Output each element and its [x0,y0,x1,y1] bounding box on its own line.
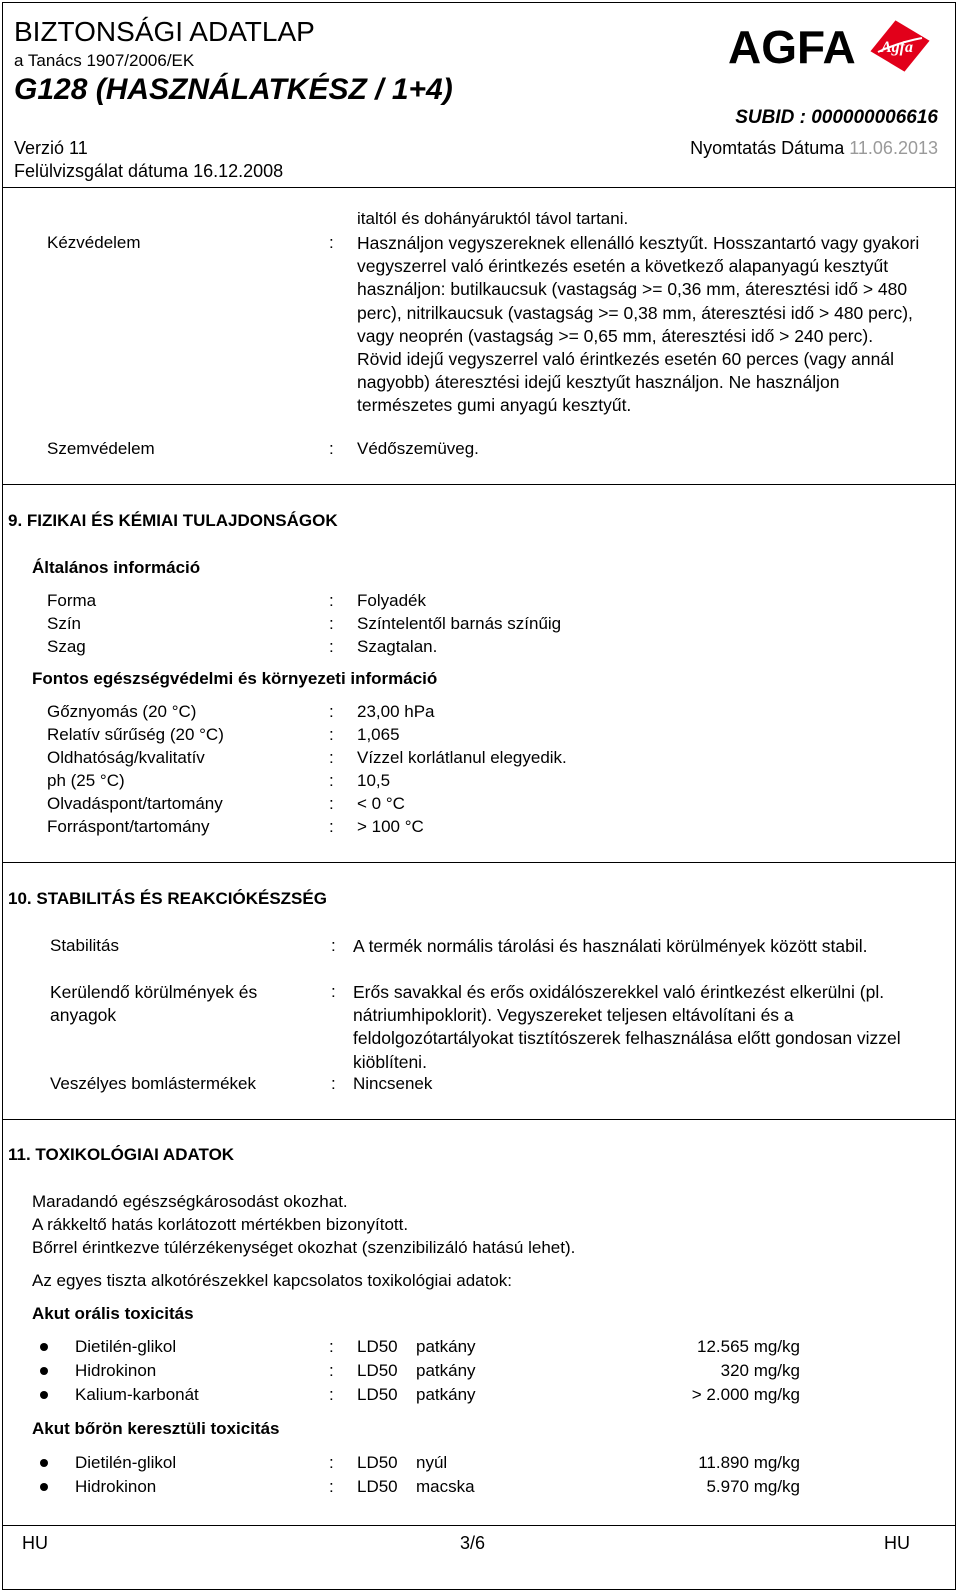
agfa-wordmark: AGFA [728,21,856,73]
dermal-name: Dietilén-glikol [75,1453,177,1472]
section10-title: 10. STABILITÁS ÉS REAKCIÓKÉSZSÉG [8,889,327,908]
melting-point-value: < 0 °C [357,794,405,813]
eye-protection-label: Szemvédelem [47,439,155,458]
solubility-colon: : [329,748,334,767]
color-value: Színtelentől barnás színűig [357,614,562,633]
conditions-to-avoid-label: Kerülendő körülmények és anyagok [50,982,258,1026]
oral-name: Kalium-karbonát [75,1385,199,1404]
review-date: Felülvizsgálat dátuma 16.12.2008 [14,161,284,181]
decomposition-value: Nincsenek [353,1074,433,1093]
document-title: BIZTONSÁGI ADATLAP [14,16,315,47]
solubility-value: Vízzel korlátlanul elegyedik. [357,748,567,767]
components-intro: Az egyes tiszta alkotórészekkel kapcsolatos toxikológiai adatok: [32,1271,513,1290]
vapor-pressure-label: Gőznyomás (20 °C) [47,702,197,721]
subid: SUBID : 000000006616 [735,107,938,128]
eye-protection-value: Védőszemüveg. [357,439,479,458]
oral-type: LD50 [357,1337,398,1356]
hand-protection-colon: : [329,233,334,252]
dermal-type: LD50 [357,1453,398,1472]
general-info-heading: Általános információ [32,558,201,577]
footer-divider [2,1525,956,1526]
oral-value: 320 mg/kg [720,1361,800,1380]
tox-line: Maradandó egészségkárosodást okozhat. [32,1192,348,1211]
oral-species: patkány [416,1385,476,1404]
footer-language-right: HU [884,1533,910,1553]
ph-value: 10,5 [357,771,391,790]
oral-species: patkány [416,1337,476,1356]
odor-value: Szagtalan. [357,637,438,656]
dermal-colon: : [329,1477,334,1496]
print-date-value: 11.06.2013 [849,138,938,158]
ph-colon: : [329,771,334,790]
bullet-icon [40,1483,48,1491]
dermal-name: Hidrokinon [75,1477,157,1496]
section9-title: 9. FIZIKAI ÉS KÉMIAI TULAJDONSÁGOK [8,511,338,530]
print-date-line [656,137,938,159]
conditions-to-avoid-value: Erős savakkal és erős oxidálószerekkel való érintkezést elkerülni (pl. nátriumhipoklorit). Vegyszereket teljesen eltávolítani és a feldolgozótartályokat tisztítószerek felhasználása előtt gondosan vizzel kiöblíteni. [353,982,901,1072]
bullet-icon [40,1459,48,1467]
oral-value: 12.565 mg/kg [696,1337,800,1356]
vapor-pressure-colon: : [329,702,334,721]
oral-colon: : [329,1361,334,1380]
melting-point-colon: : [329,794,334,813]
stability-value: A termék normális tárolási és használati körülmények között stabil. [353,936,868,956]
hand-protection-value: Használjon vegyszereknek ellenálló kesztyűt. Hosszantartó vagy gyakori vegyszerrel való érintkezés esetén a következő alapanyagú kesztyűt használjon: butilkaucsuk (vastagság >= 0,36 mm, áteresztési idő > 480 perc), nitrilkaucsuk (vastagság >= 0,38 mm, áteresztési idő > 480 perc), vagy neoprén (vastagság >= 0,65 mm, áteresztési idő > 240 perc). Rövid idejű vegyszerrel való érintkezés esetén 60 perces (vagy annál nagyobb) áteresztési idejű kesztyűt használjon. Ne használjon természetes gumi anyagú kesztyűt. [357,233,920,416]
odor-colon: : [329,637,334,656]
dermal-value: 5.970 mg/kg [706,1477,800,1496]
decomposition-colon: : [331,1074,336,1093]
dermal-species: nyúl [416,1453,448,1472]
agfa-logo-graphic [728,18,938,78]
stability-colon: : [331,936,336,955]
oral-colon: : [329,1337,334,1356]
footer-language-left: HU [22,1533,48,1553]
product-name: G128 (HASZNÁLATKÉSZ / 1+4) [14,73,453,106]
print-date-label: Nyomtatás Dátuma [690,138,845,158]
page-number: 3/6 [460,1533,486,1553]
dermal-colon: : [329,1453,334,1472]
oral-type: LD50 [357,1385,398,1404]
dermal-value: 11.890 mg/kg [698,1453,800,1472]
vapor-pressure-value: 23,00 hPa [357,702,435,721]
relative-density-value: 1,065 [357,725,400,744]
melting-point-label: Olvadáspont/tartomány [47,794,223,813]
section-divider [2,1119,956,1120]
boiling-point-colon: : [329,817,334,836]
bullet-icon [40,1391,48,1399]
section11-title: 11. TOXIKOLÓGIAI ADATOK [8,1145,235,1164]
section-divider [2,862,956,863]
stability-label: Stabilitás [50,936,119,955]
oral-value: > 2.000 mg/kg [691,1385,800,1404]
relative-density-label: Relatív sűrűség (20 °C) [47,725,224,744]
oral-name: Hidrokinon [75,1361,157,1380]
bullet-icon [40,1343,48,1351]
form-colon: : [329,591,334,610]
relative-density-colon: : [329,725,334,744]
version: Verzió 11 [14,138,88,158]
color-colon: : [329,614,334,633]
oral-name: Dietilén-glikol [75,1337,177,1356]
odor-label: Szag [47,637,86,656]
agfa-badge-text: Agfa [881,39,913,56]
dermal-toxicity-heading: Akut bőrön keresztüli toxicitás [32,1419,280,1438]
agfa-logo [728,18,938,78]
section8-continuation: italtól és dohányáruktól távol tartani. [357,209,629,228]
oral-colon: : [329,1385,334,1404]
regulation-text: a Tanács 1907/2006/EK [14,51,195,70]
section-divider [2,484,956,485]
form-value: Folyadék [357,591,426,610]
dermal-type: LD50 [357,1477,398,1496]
color-label: Szín [47,614,82,633]
conditions-to-avoid-colon: : [331,982,336,1001]
decomposition-label: Veszélyes bomlástermékek [50,1074,256,1093]
tox-line: A rákkeltő hatás korlátozott mértékben bizonyított. [32,1215,409,1234]
dermal-species: macska [416,1477,475,1496]
form-label: Forma [47,591,97,610]
ph-label: ph (25 °C) [47,771,125,790]
oral-type: LD50 [357,1361,398,1380]
solubility-label: Oldhatóság/kvalitatív [47,748,205,767]
header-divider [2,187,956,188]
eye-protection-colon: : [329,439,334,458]
tox-line: Bőrrel érintkezve túlérzékenységet okozhat (szenzibilizáló hatású lehet). [32,1238,576,1257]
boiling-point-value: > 100 °C [357,817,424,836]
oral-toxicity-heading: Akut orális toxicitás [32,1304,194,1323]
boiling-point-label: Forráspont/tartomány [47,817,210,836]
important-info-heading: Fontos egészségvédelmi és környezeti információ [32,669,438,688]
bullet-icon [40,1367,48,1375]
oral-species: patkány [416,1361,476,1380]
hand-protection-label: Kézvédelem [47,233,141,252]
